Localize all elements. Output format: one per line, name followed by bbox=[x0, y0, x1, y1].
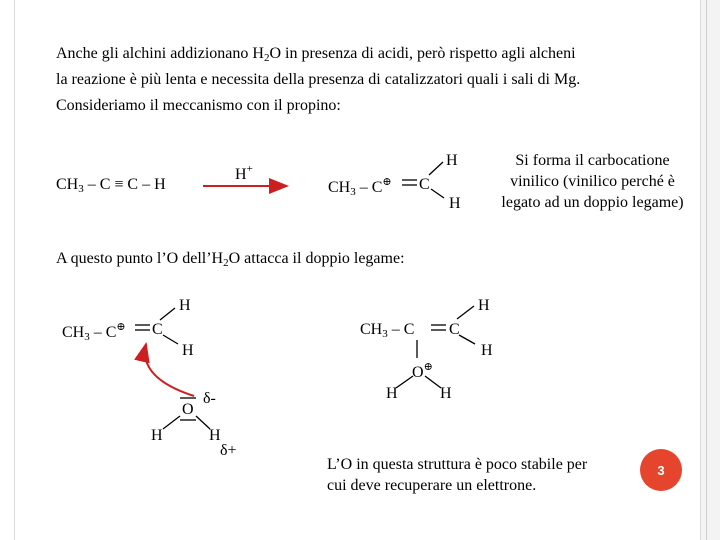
right-oxygen: O⊕ bbox=[412, 361, 433, 381]
intro-line-2: la reazione è più lenta e necessita della presenza di catalizzatori quali i sali di Mg. bbox=[56, 71, 581, 88]
page-number-badge bbox=[640, 449, 682, 491]
right-carbon-2: C bbox=[449, 321, 460, 338]
water-h-left: H bbox=[151, 427, 163, 444]
conclusion-line-2: cui deve recuperare un elettrone. bbox=[327, 477, 537, 494]
bond-c-h-bottom bbox=[431, 189, 444, 198]
page-number: 3 bbox=[657, 462, 665, 478]
vinyl-cation-formula: $CH_3 - C^\oplus$ bbox=[328, 176, 392, 198]
note-line-3: legato ad un doppio legame) bbox=[501, 194, 684, 211]
right-bond-o-h-left bbox=[396, 376, 413, 388]
intro-line-1: Anche gli alchini addizionano $H_2O$ in presenza di acidi, però rispetto agli alcheni bbox=[56, 45, 576, 64]
left-h-top: H bbox=[179, 297, 191, 314]
intro-line-3: Consideriamo il meccanismo con il propino: bbox=[56, 97, 341, 114]
left-carbon-2: C bbox=[152, 321, 163, 338]
right-adduct-formula: $CH_3$ – C bbox=[360, 321, 415, 340]
right-h-right: H bbox=[440, 385, 452, 402]
water-h-right: H bbox=[209, 427, 221, 444]
conclusion-line-1: L’O in questa struttura è poco stabile per bbox=[327, 456, 588, 473]
carbocation-note bbox=[485, 150, 700, 213]
bond-c-h-top bbox=[429, 162, 443, 175]
left-h-bottom: H bbox=[182, 342, 194, 359]
left-bond-c-h-bottom bbox=[163, 335, 178, 344]
water-bond-o-h-right bbox=[196, 416, 210, 429]
cation-h-bottom: H bbox=[449, 195, 461, 212]
right-bond-c-h-bottom bbox=[459, 335, 475, 344]
right-h-top: H bbox=[478, 297, 490, 314]
water-oxygen: O bbox=[182, 401, 194, 418]
conclusion-text bbox=[327, 454, 587, 496]
right-h-left: H bbox=[386, 385, 398, 402]
cation-h-top: H bbox=[446, 152, 458, 169]
right-h-bottom: H bbox=[481, 342, 493, 359]
note-line-2: vinilico (vinilico perché è bbox=[510, 173, 675, 190]
middle-text: A questo punto l’O $dell’H_2O$ attacca il doppio legame: bbox=[56, 250, 405, 269]
delta-minus: δ- bbox=[203, 390, 216, 407]
note-line-1: Si forma il carbocatione bbox=[515, 152, 670, 169]
left-cation-formula: $CH_3 - C^\oplus$ bbox=[62, 321, 126, 343]
right-bond-c-h-top bbox=[457, 306, 474, 319]
reagent-proton: H+ bbox=[235, 163, 253, 183]
left-bond-c-h-top bbox=[160, 308, 175, 320]
propyne-formula: $CH_3 - C \equiv C - H$ bbox=[56, 176, 166, 195]
cation-carbon-2: C bbox=[419, 176, 430, 193]
water-bond-o-h-left bbox=[163, 416, 180, 429]
delta-plus: δ+ bbox=[220, 442, 237, 459]
